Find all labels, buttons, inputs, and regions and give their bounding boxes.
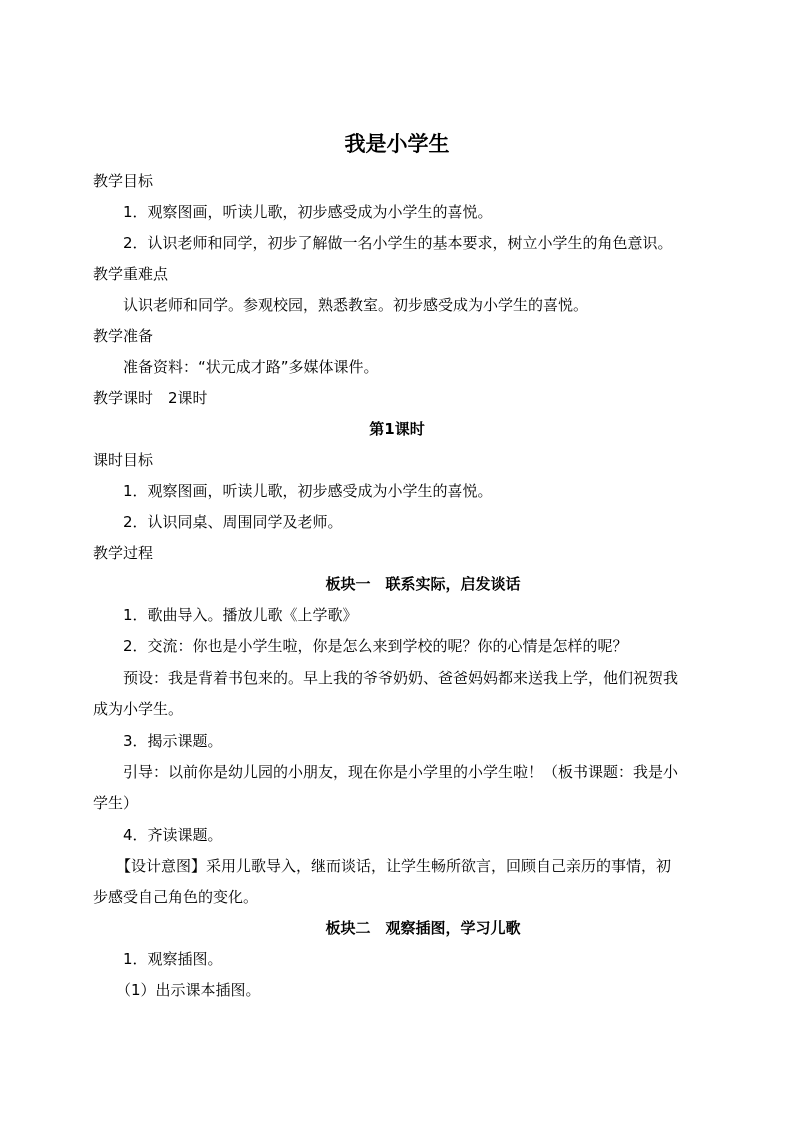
lesson-goal-2: 2．认识同桌、周围同学及老师。: [123, 513, 343, 531]
key-points-text: 认识老师和同学。参观校园，熟悉教室。初步感受成为小学生的喜悦。: [123, 296, 589, 314]
block-2-item-1: 1．观察插图。: [123, 950, 223, 968]
section-heading-lesson-goals: 课时目标: [93, 451, 154, 469]
block-1-item-3: 3．揭示课题。: [123, 732, 223, 750]
block-2-heading: 板块二 观察插图，学习儿歌: [325, 919, 521, 937]
page-title: 我是小学生: [344, 132, 450, 156]
section-heading-key-points: 教学重难点: [93, 265, 169, 283]
block-1-guide-line-2: 学生）: [93, 794, 139, 812]
design-intent-line-2: 步感受自己角色的变化。: [93, 888, 259, 906]
design-intent-line-1: 【设计意图】采用儿歌导入，继而谈话，让学生畅所欲言，回顾自己亲历的事情，初: [116, 857, 672, 875]
section-heading-process: 教学过程: [93, 544, 154, 562]
block-1-heading: 板块一 联系实际，启发谈话: [325, 575, 521, 593]
preparation-text: 准备资料：“状元成才路”多媒体课件。: [123, 358, 379, 376]
lesson-1-heading: 第1课时: [369, 420, 425, 438]
goal-item-2: 2．认识老师和同学，初步了解做一名小学生的基本要求，树立小学生的角色意识。: [123, 234, 673, 252]
goal-item-1: 1．观察图画，听读儿歌，初步感受成为小学生的喜悦。: [123, 203, 493, 221]
block-1-item-1: 1．歌曲导入。播放儿歌《上学歌》: [123, 606, 358, 624]
block-1-preset-line-2: 成为小学生。: [93, 700, 184, 718]
block-1-preset-line-1: 预设：我是背着书包来的。早上我的爷爷奶奶、爸爸妈妈都来送我上学，他们祝贺我: [123, 669, 679, 687]
section-heading-goals: 教学目标: [93, 172, 154, 190]
section-heading-preparation: 教学准备: [93, 327, 154, 345]
block-2-item-1-1: （1）出示课本插图。: [116, 981, 261, 999]
block-1-item-2: 2．交流：你也是小学生啦，你是怎么来到学校的呢？你的心情是怎样的呢？: [123, 637, 628, 655]
block-1-guide-line-1: 引导：以前你是幼儿园的小朋友，现在你是小学里的小学生啦！（板书课题：我是小: [123, 763, 679, 781]
lesson-goal-1: 1．观察图画，听读儿歌，初步感受成为小学生的喜悦。: [123, 482, 493, 500]
period-line: 教学课时 2课时: [93, 389, 208, 407]
block-1-item-4: 4．齐读课题。: [123, 826, 223, 844]
